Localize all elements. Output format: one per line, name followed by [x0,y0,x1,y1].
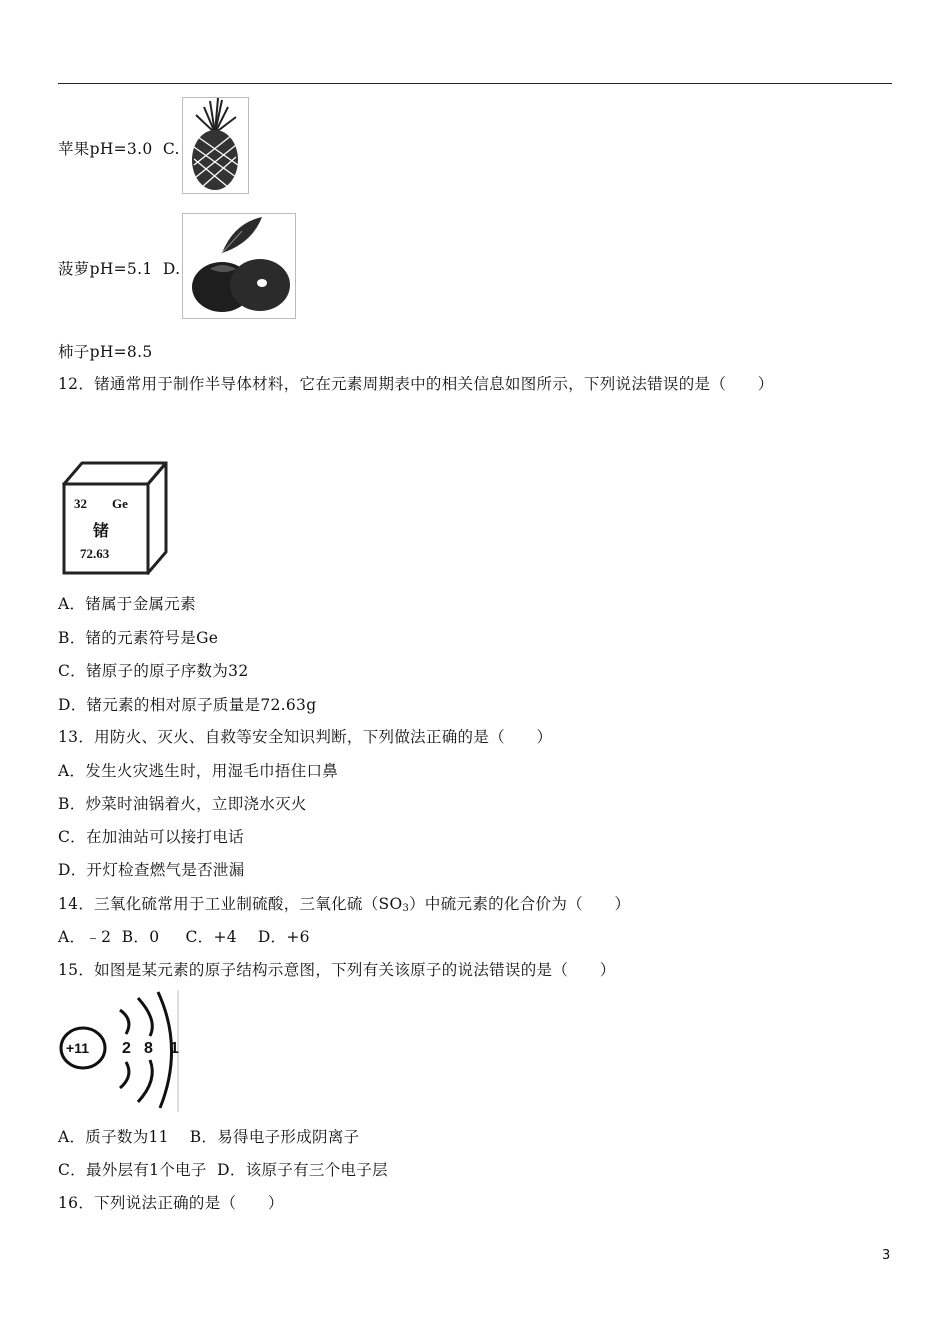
shell-3-electrons: 1 [170,1040,179,1057]
shell-1-electrons: 2 [122,1040,131,1057]
question-16: 16．下列说法正确的是（ ） [58,1194,284,1212]
header-rule [58,83,892,84]
q15-options-ab: A．质子数为11 B．易得电子形成阴离子 [58,1128,360,1146]
persimmon-ph-line: 柿子pH=8.5 [58,343,153,361]
pineapple-image [182,97,249,194]
shell-2-electrons: 8 [144,1040,153,1057]
question-15: 15．如图是某元素的原子结构示意图，下列有关该原子的说法错误的是（ ） [58,961,616,979]
q12-option-c: C．锗原子的原子序数为32 [58,662,249,680]
q15-options-cd: C．最外层有1个电子 D．该原子有三个电子层 [58,1161,388,1179]
element-name: 锗 [93,521,110,540]
element-symbol: Ge [112,496,128,511]
q13-option-d: D．开灯检查燃气是否泄漏 [58,861,245,879]
germanium-element-tile [60,460,170,578]
q12-option-d: D．锗元素的相对原子质量是72.63g [58,696,317,714]
element-number: 32 [74,496,87,511]
q12-option-b: B．锗的元素符号是Ge [58,629,219,647]
nucleus-charge: +11 [66,1040,89,1056]
pineapple-ph-line: 菠萝pH=5.1 D. [58,260,181,278]
element-mass: 72.63 [80,546,110,561]
q13-option-c: C．在加油站可以接打电话 [58,828,244,846]
q12-option-a: A．锗属于金属元素 [58,595,196,613]
q14-text-pre: 14．三氧化硫常用于工业制硫酸，三氧化硫（SO [58,895,403,913]
page-number: 3 [882,1248,891,1263]
q14-subscript: 3 [402,903,410,914]
q14-text-post: ）中硫元素的化合价为（ ） [409,895,631,913]
q13-option-b: B．炒菜时油锅着火，立即浇水灭火 [58,795,307,813]
atom-structure-diagram [58,990,182,1112]
persimmon-image [182,213,296,319]
question-13: 13．用防火、灭火、自救等安全知识判断，下列做法正确的是（ ） [58,728,553,746]
apple-ph-line: 苹果pH=3.0 C. [58,140,180,158]
q14-options: A．﹣2 B．0 C．+4 D．+6 [58,928,310,946]
question-12: 12．锗通常用于制作半导体材料，它在元素周期表中的相关信息如图所示，下列说法错误的是（ ） [58,375,774,393]
q13-option-a: A．发生火灾逃生时，用湿毛巾捂住口鼻 [58,762,339,780]
question-14 [58,894,630,919]
